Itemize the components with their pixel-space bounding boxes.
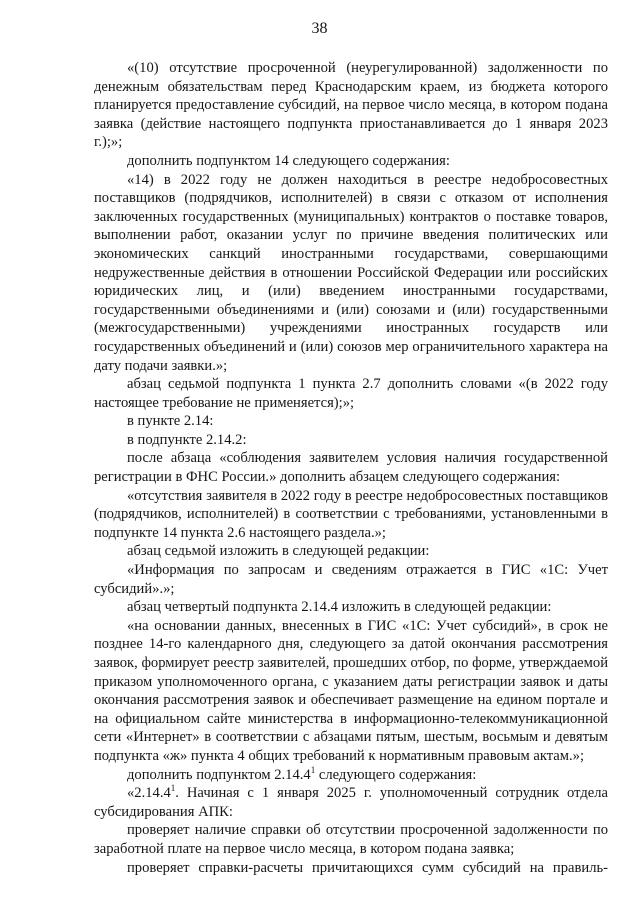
paragraph-item-10: «(10) отсутствие просроченной (неурегулированной) задолженности по денежным обязательствам перед Краснодарским краем, из бюджета которого планируется предоставление субсидий, на первое число месяца, в котором подана заявка (действие настоящего подпункта приостанавливается до 1 января 2023 г.);»; [94, 60, 608, 151]
paragraph-seventh-abzac: абзац седьмой изложить в следующей редакции: [127, 543, 430, 560]
paragraph-gis-info: «Информация по запросам и сведениям отражается в ГИС «1С: Учет субсидий».»; [94, 562, 608, 597]
paragraph-item-14: «14) в 2022 году не должен находиться в реестре недобросовестных поставщиков (подрядчиков, исполнителей) в связи с отказом от исполнения заключенных государственных (муниципальных) контрактов о поставке товаров, выполнении работ, оказании услуг по причине введения политических или экономических санкций иностранными государствами, совершающими недружественные действия в отношении Российской Федерации или российских юридических лиц, и (или) введением иностранными государствами, государственными объединениями и (или) союзами и (или) государственными (межгосударственными) учреждениями иностранных государств или государственных объединений и (или) союзов мер ограничительного характера на дату подачи заявки.»; [94, 171, 608, 374]
paragraph-fourth-abzac-2-14-4: абзац четвертый подпункта 2.14.4 изложить в следующей редакции: [127, 599, 552, 616]
paragraph-add-subitem-14: дополнить подпунктом 14 следующего содержания: [127, 152, 450, 169]
paragraph-clause-2-7: абзац седьмой подпункта 1 пункта 2.7 дополнить словами «(в 2022 году настоящее требование не применяется);»; [94, 376, 608, 411]
paragraph-registry-formation: «на основании данных, внесенных в ГИС «1С: Учет субсидий», в срок не позднее 14-го календарного дня, следующего за датой окончания рассмотрения заявок, формирует реестр заявителей, прошедших отбор, по форме, утверждаемой приказом уполномоченного органа, с указанием даты регистрации заявок и даты окончания рассмотрения заявок и обеспечивает размещение на едином портале и на официальном сайте министерства в информационно-телекоммуникационной сети «Интернет» в соответствии с абзацами пятым, шестым, восьмым и девятым подпункта «ж» пункта 4 общих требований к нормативным правовым актам.»; [94, 617, 608, 764]
page-number: 38 [311, 20, 328, 37]
paragraph-check-salary-debt: проверяет наличие справки об отсутствии просроченной задолженности по заработной плате на первое число месяца, в котором подана заявка; [94, 822, 608, 857]
paragraph-after-registration: после абзаца «соблюдения заявителем условия наличия государственной регистрации в ФНС России.» дополнить абзацем следующего содержания: [94, 450, 608, 486]
paragraph-check-calculations: проверяет справки-расчеты причитающихся сумм субсидий на правиль- [127, 859, 608, 876]
paragraph-subpoint-2-14-2: в подпункте 2.14.2: [127, 431, 247, 448]
paragraph-point-2-14: в пункте 2.14: [127, 413, 214, 430]
document-text [94, 59, 608, 877]
paragraph-absence-registry: «отсутствия заявителя в 2022 году в реестре недобросовестных поставщиков (подрядчиков, исполнителей) в соответствии с требованиями, установленными в подпункте 14 пункта 2.6 настоящего раздела.»; [94, 487, 608, 541]
paragraph-add-2-14-4-1: дополнить подпунктом 2.14.4$^1$ следующего содержания: [127, 764, 477, 783]
paragraph-2-14-4-1: «2.14.4$^1$. Начиная с 1 января 2025 г. уполномоченный сотрудник отдела субсидирования АПК: [94, 783, 608, 820]
